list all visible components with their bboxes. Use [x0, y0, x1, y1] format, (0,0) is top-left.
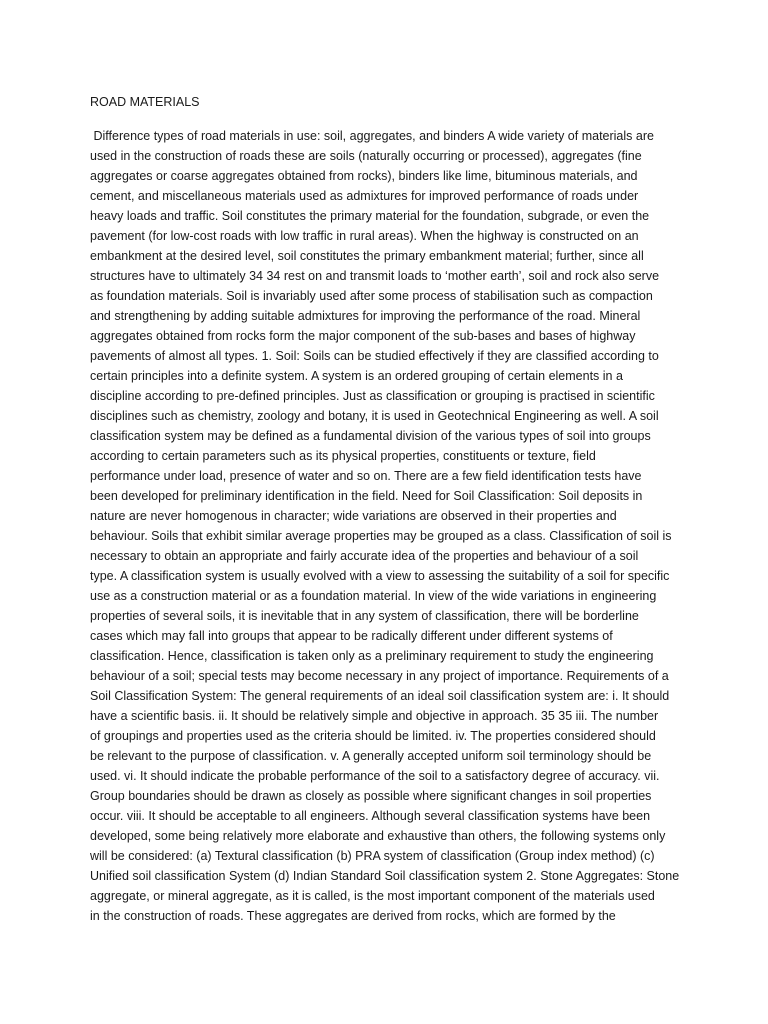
body-text-line: developed, some being relatively more elaborate and exhaustive than others, the following systems only: [90, 829, 666, 843]
body-text-line: pavements of almost all types. 1. Soil: Soils can be studied effectively if they are classified according to: [90, 349, 659, 363]
body-text-line: cement, and miscellaneous materials used as admixtures for improved performance of roads under: [90, 189, 639, 203]
body-text-line: of groupings and properties used as the criteria should be limited. iv. The properties considered should: [90, 729, 656, 743]
body-text-line: used. vi. It should indicate the probable performance of the soil to a satisfactory degree of accuracy. vii.: [90, 769, 660, 783]
body-text-line: nature are never homogenous in character; wide variations are observed in their properties and: [90, 509, 617, 523]
body-text-line: embankment at the desired level, soil constitutes the primary embankment material; further, since all: [90, 249, 644, 263]
document-body: [90, 126, 690, 926]
body-text-line: in the construction of roads. These aggregates are derived from rocks, which are formed by the: [90, 909, 616, 923]
body-text-line: classification system may be defined as a fundamental division of the various types of soil into groups: [90, 429, 651, 443]
body-text-line: and strengthening by adding suitable admixtures for improving the performance of the road. Mineral: [90, 309, 641, 323]
body-text-line: behaviour. Soils that exhibit similar average properties may be grouped as a class. Classification of soil is: [90, 529, 672, 543]
body-text-line: as foundation materials. Soil is invariably used after some process of stabilisation such as compaction: [90, 289, 653, 303]
body-text-line: type. A classification system is usually evolved with a view to assessing the suitability of a soil for specific: [90, 569, 670, 583]
body-text-line: aggregates or coarse aggregates obtained from rocks), binders like lime, bituminous materials, and: [90, 169, 638, 183]
body-text-line: structures have to ultimately 34 34 rest on and transmit loads to ‘mother earth’, soil and rock also serve: [90, 269, 660, 283]
body-text-line: pavement (for low-cost roads with low traffic in rural areas). When the highway is constructed on an: [90, 229, 639, 243]
body-text-line: aggregates obtained from rocks form the major component of the sub-bases and bases of highway: [90, 329, 636, 343]
body-text-line: been developed for preliminary identification in the field. Need for Soil Classification: Soil deposits in: [90, 489, 643, 503]
body-text-line: be relevant to the purpose of classification. v. A generally accepted uniform soil terminology should be: [90, 749, 652, 763]
body-text-line: Unified soil classification System (d) Indian Standard Soil classification system 2. Stone Aggregates: Stone: [90, 869, 680, 883]
body-text-line: discipline according to pre-defined principles. Just as classification or grouping is practised in scientific: [90, 389, 655, 403]
body-text-line: necessary to obtain an appropriate and fairly accurate idea of the properties and behaviour of a soil: [90, 549, 639, 563]
body-text-line: use as a construction material or as a foundation material. In view of the wide variations in engineering: [90, 589, 657, 603]
body-text-line: heavy loads and traffic. Soil constitutes the primary material for the foundation, subgrade, or even the: [90, 209, 650, 223]
body-text-line: Group boundaries should be drawn as closely as possible where significant changes in soil properties: [90, 789, 652, 803]
body-text-line: Soil Classification System: The general requirements of an ideal soil classification system are: i. It should: [90, 689, 670, 703]
body-text-line: certain principles into a definite system. A system is an ordered grouping of certain elements in a: [90, 369, 623, 383]
body-text-line: properties of several soils, it is inevitable that in any system of classification, there will be borderline: [90, 609, 639, 623]
body-text-line: behaviour of a soil; special tests may become necessary in any project of importance. Requirements of a: [90, 669, 669, 683]
body-text-line: occur. viii. It should be acceptable to all engineers. Although several classification systems have been: [90, 809, 651, 823]
body-text-line: disciplines such as chemistry, zoology and botany, it is used in Geotechnical Engineering as well. A soil: [90, 409, 659, 423]
body-text-line: aggregate, or mineral aggregate, as it is called, is the most important component of the materials used: [90, 889, 655, 903]
body-text-line: Difference types of road materials in use: soil, aggregates, and binders A wide variety of materials are: [90, 129, 654, 143]
body-text-line: performance under load, presence of water and so on. There are a few field identification tests have: [90, 469, 642, 483]
body-text-line: cases which may fall into groups that appear to be radically different under different systems of: [90, 629, 613, 643]
body-text-line: have a scientific basis. ii. It should be relatively simple and objective in approach. 35 35 iii. The number: [90, 709, 659, 723]
body-text-line: will be considered: (a) Textural classification (b) PRA system of classification (Group index method) (c): [90, 849, 655, 863]
document-title: ROAD MATERIALS: [90, 95, 200, 109]
body-text-line: used in the construction of roads these are soils (naturally occurring or processed), aggregates (fine: [90, 149, 642, 163]
body-text-line: classification. Hence, classification is taken only as a preliminary requirement to study the engineering: [90, 649, 654, 663]
body-text-line: according to certain parameters such as its physical properties, constituents or texture, field: [90, 449, 596, 463]
